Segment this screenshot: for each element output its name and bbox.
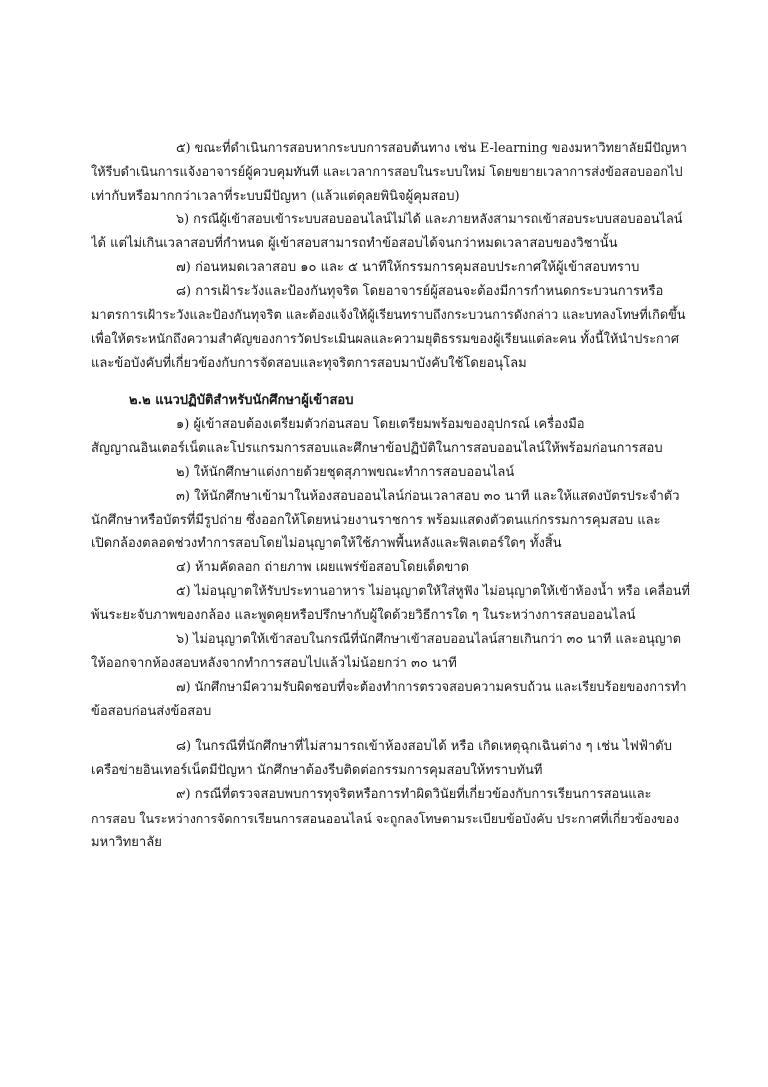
paragraph-line: นักศึกษาหรือบัตรที่มีรูปถ่าย ซึ่งออกให้โดยหน่วยงานราชการ พร้อมแสดงตัวตนแก่กรรมการคุมสอบ และ: [91, 513, 661, 528]
paragraph-line: ๕) ขณะที่ดำเนินการสอบหากระบบการสอบต้นทาง เช่น E-learning ของมหาวิทยาลัยมีปัญหา: [176, 141, 687, 156]
paragraph-line: เครือข่ายอินเทอร์เน็ตมีปัญหา นักศึกษาต้องรีบติดต่อกรรมการคุมสอบให้ทราบทันที: [91, 763, 543, 778]
paragraph-line: ๗) ก่อนหมดเวลาสอบ ๑๐ และ ๕ นาทีให้กรรมการคุมสอบประกาศให้ผู้เข้าสอบทราบ: [176, 260, 640, 275]
paragraph-line: เปิดกล้องตลอดช่วงทำการสอบโดยไม่อนุญาตให้ใช้ภาพพื้นหลังและฟิลเตอร์ใดๆ ทั้งสิ้น: [91, 536, 562, 551]
paragraph-line: ให้รีบดำเนินการแจ้งอาจารย์ผู้ควบคุมทันที และเวลาการสอบในระบบใหม่ โดยขยายเวลาการส่งข้อสอบออกไป: [91, 165, 683, 180]
paragraph-line: ๗) นักศึกษามีความรับผิดชอบที่จะต้องทำการตรวจสอบความครบถ้วน และเรียบร้อยของการทำ: [176, 680, 687, 695]
paragraph-line: ๖) ไม่อนุญาตให้เข้าสอบในกรณีที่นักศึกษาเข้าสอบออนไลน์สายเกินกว่า ๓๐ นาที และอนุญาต: [176, 632, 682, 647]
paragraph-line: เท่ากับหรือมากกว่าเวลาที่ระบบมีปัญหา (แล้วแต่ดุลยพินิจผู้คุมสอบ): [91, 189, 460, 204]
paragraph-line: มาตรการเฝ้าระวังและป้องกันทุจริต และต้องแจ้งให้ผู้เรียนทราบถึงกระบวนการดังกล่าว และบทลงโทษที่เกิดขึ้น: [91, 308, 686, 323]
paragraph-line: ๔) ห้ามคัดลอก ถ่ายภาพ เผยแพร่ข้อสอบโดยเด็ดขาด: [176, 560, 470, 575]
paragraph-line: มหาวิทยาลัย: [91, 835, 162, 850]
paragraph-line: ข้อสอบก่อนส่งข้อสอบ: [91, 704, 212, 719]
paragraph-line: ๓) ให้นักศึกษาเข้ามาในห้องสอบออนไลน์ก่อนเวลาสอบ ๓๐ นาที และให้แสดงบัตรประจำตัว: [176, 489, 680, 504]
paragraph-line: ๖) กรณีผู้เข้าสอบเข้าระบบสอบออนไลน์ไม่ได้ และภายหลังสามารถเข้าสอบระบบสอบออนไลน์: [176, 212, 683, 227]
paragraph-line: เพื่อให้ตระหนักถึงความสำคัญของการวัดประเมินผลและความยุติธรรมของผู้เรียนแต่ละคน ทั้งนี้ให้นำประกาศ: [91, 332, 680, 347]
paragraph-line: ๙) กรณีที่ตรวจสอบพบการทุจริตหรือการทำผิดวินัยที่เกี่ยวข้องกับการเรียนการสอนและ: [176, 787, 652, 802]
paragraph-line: ๘) การเฝ้าระวังและป้องกันทุจริต โดยอาจารย์ผู้สอนจะต้องมีการกำหนดกระบวนการหรือ: [176, 284, 664, 299]
paragraph-line: ๒) ให้นักศึกษาแต่งกายด้วยชุดสุภาพขณะทำการสอบออนไลน์: [176, 465, 515, 480]
paragraph-line: การสอบ ในระหว่างการจัดการเรียนการสอนออนไลน์ จะถูกลงโทษตามระเบียบข้อบังคับ ประกาศที่เกี่ยวข้องของ: [91, 811, 680, 826]
paragraph-line: และข้อบังคับที่เกี่ยวข้องกับการจัดสอบและทุจริตการสอบมาบังคับใช้โดยอนุโลม: [91, 356, 527, 371]
paragraph-line: ๕) ไม่อนุญาตให้รับประทานอาหาร ไม่อนุญาตให้ใส่หูฟัง ไม่อนุญาตให้เข้าห้องน้ำ หรือ เคลื่อนที่: [176, 584, 690, 599]
paragraph-line: พ้นระยะจับภาพของกล้อง และพูดคุยหรือปรึกษากับผู้ใดด้วยวิธีการใด ๆ ในระหว่างการสอบออนไลน์: [91, 608, 636, 623]
paragraph-line: สัญญาณอินเตอร์เน็ตและโปรแกรมการสอบและศึกษาข้อปฏิบัติในการสอบออนไลน์ให้พร้อมก่อนการสอบ: [91, 441, 663, 456]
paragraph-line: ๘) ในกรณีที่นักศึกษาที่ไม่สามารถเข้าห้องสอบได้ หรือ เกิดเหตุฉุกเฉินต่าง ๆ เช่น ไฟฟ้าดับ: [176, 739, 672, 754]
paragraph-line: ให้ออกจากห้องสอบหลังจากทำการสอบไปแล้วไม่น้อยกว่า ๓๐ นาที: [91, 656, 457, 671]
paragraph-line: ได้ แต่ไม่เกินเวลาสอบที่กำหนด ผู้เข้าสอบสามารถทำข้อสอบได้จนกว่าหมดเวลาสอบของวิชานั้น: [91, 236, 618, 251]
section-heading: ๒.๒ แนวปฏิบัติสำหรับนักศึกษาผู้เข้าสอบ: [129, 393, 354, 408]
paragraph-line: ๑) ผู้เข้าสอบต้องเตรียมตัวก่อนสอบ โดยเตรียมพร้อมของอุปกรณ์ เครื่องมือ: [176, 417, 585, 432]
